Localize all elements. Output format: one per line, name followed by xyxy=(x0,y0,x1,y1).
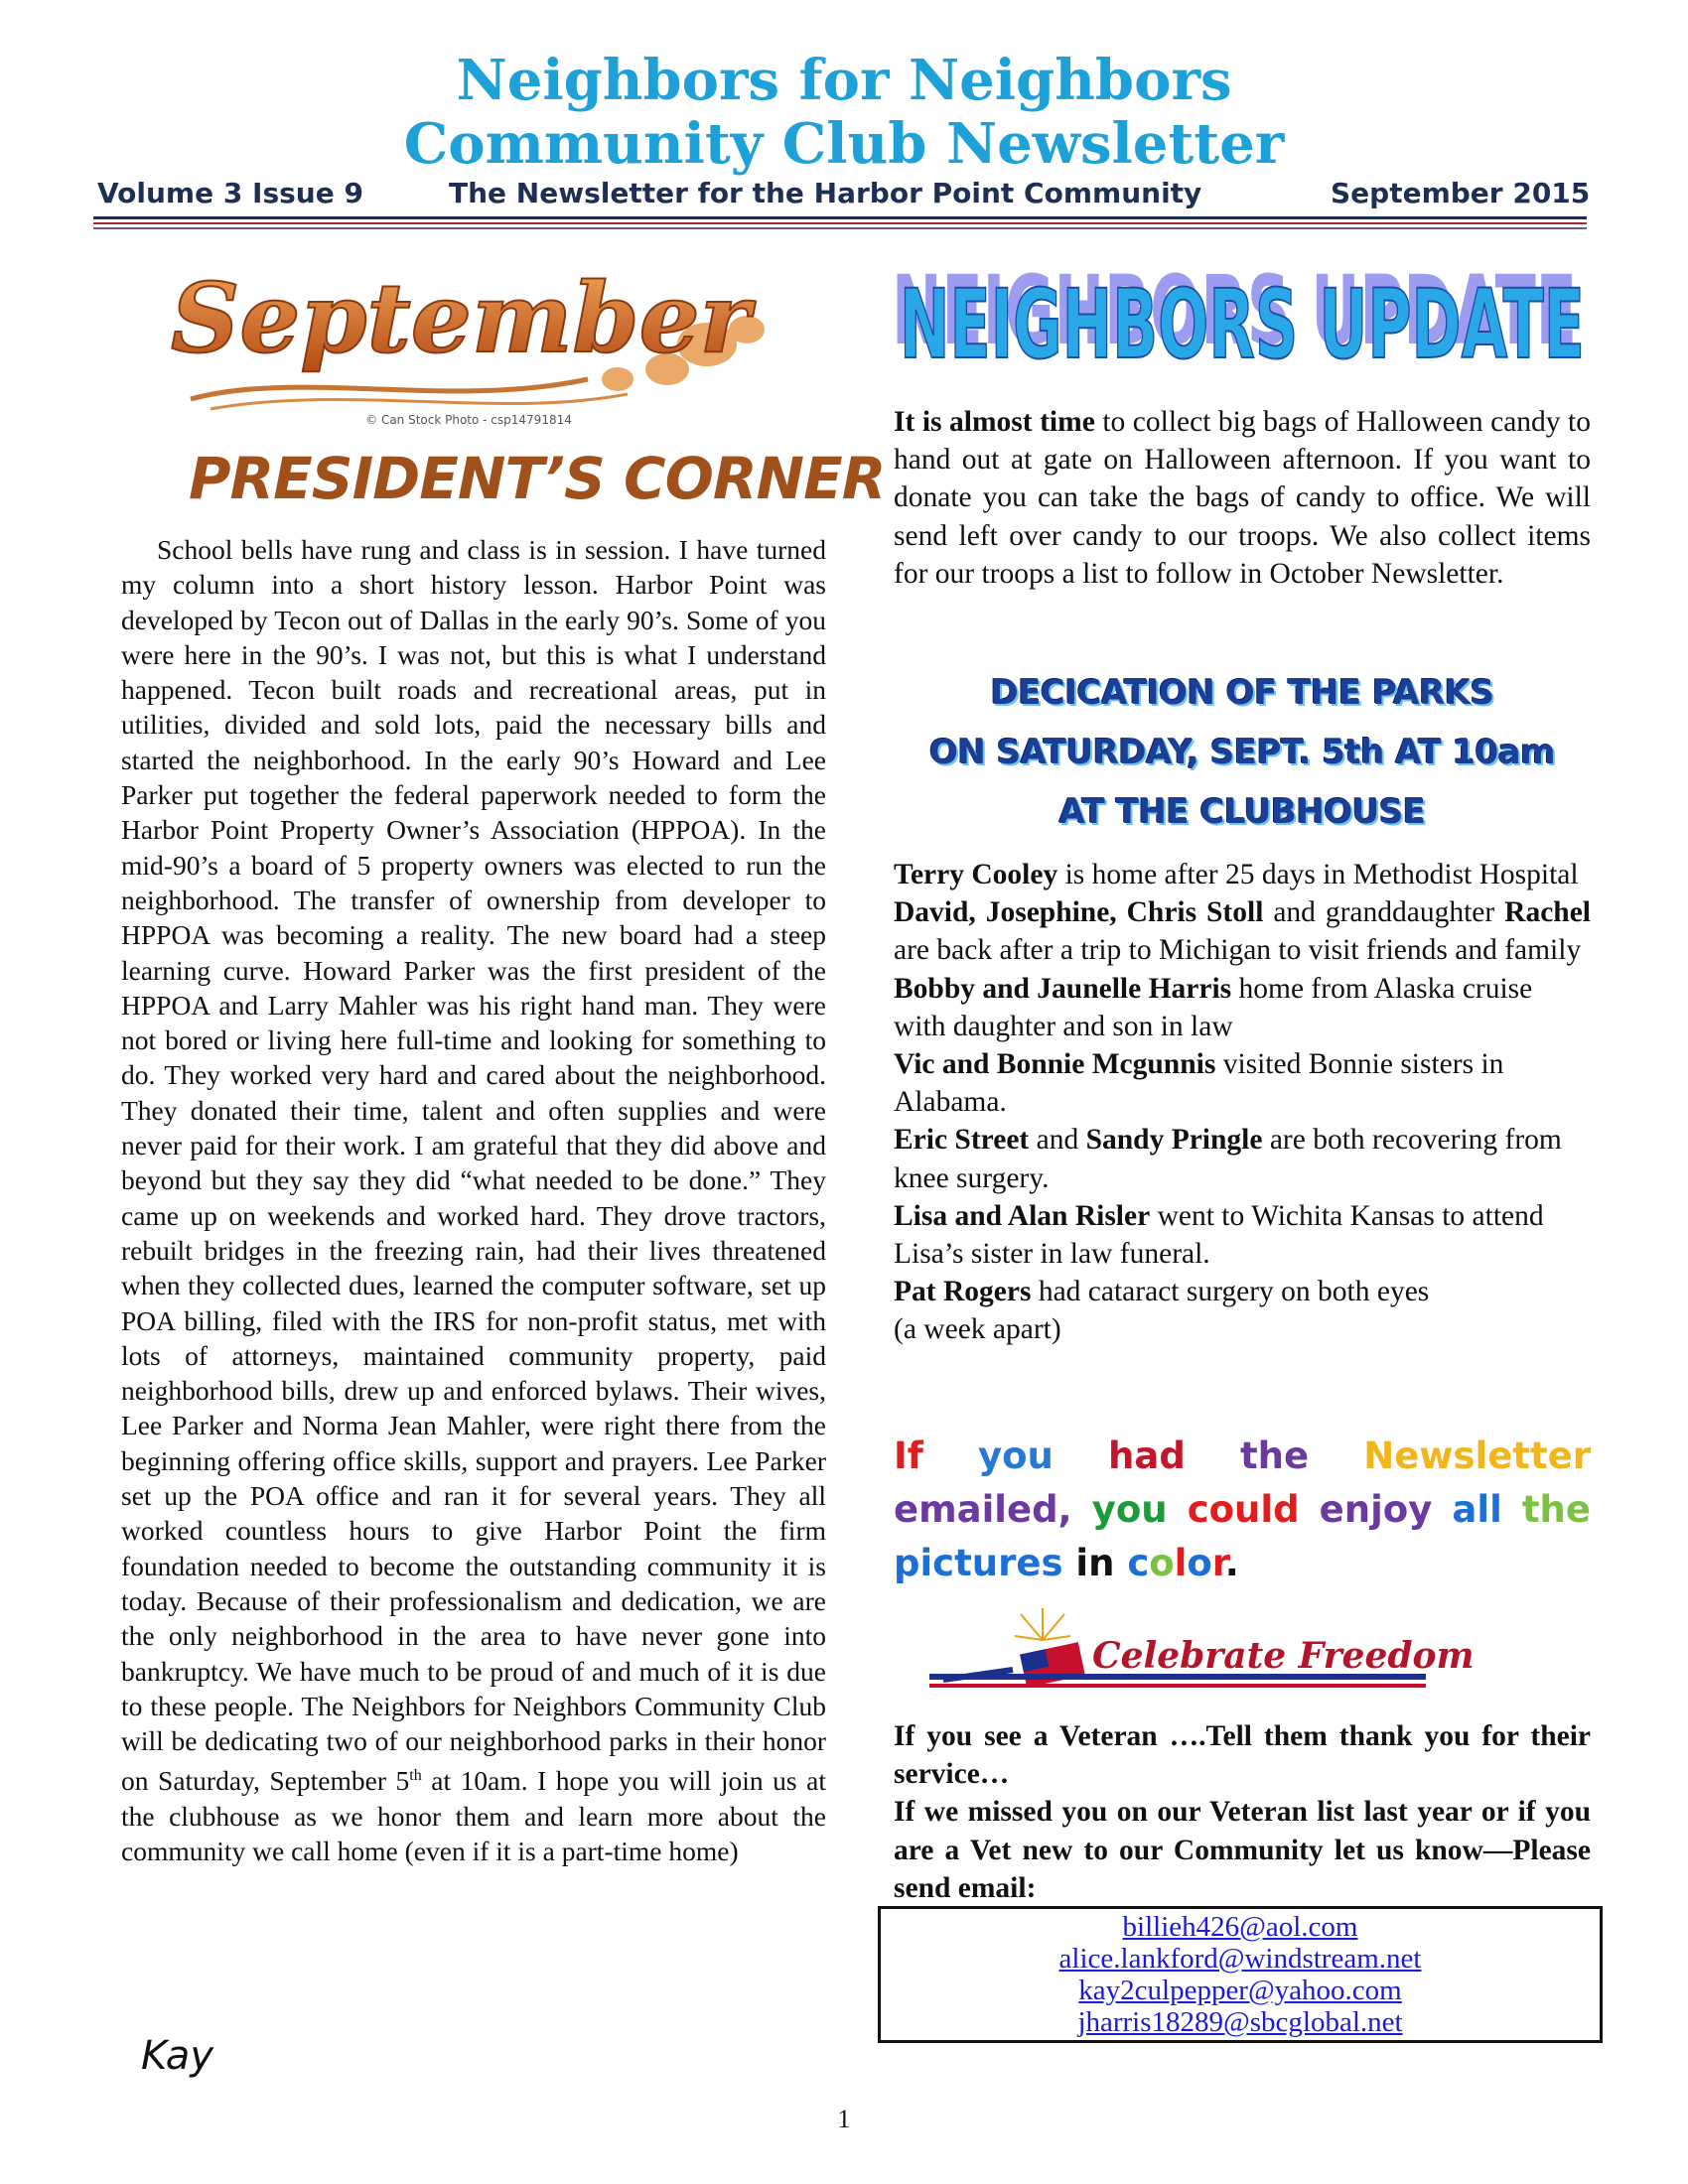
news-text: visited Bonnie sisters in Alabama. xyxy=(894,1048,1504,1119)
news-text: went to Wichita Kansas to attend Lisa’s sister in law funeral. xyxy=(894,1199,1544,1271)
ordinal-suffix: th xyxy=(409,1767,422,1785)
presidents-corner-body xyxy=(121,532,826,1868)
masthead-rule-mid xyxy=(93,222,1587,224)
celebrate-freedom-clipart xyxy=(923,1600,1479,1709)
color-word: had xyxy=(1108,1434,1186,1477)
email-link[interactable]: kay2culpepper@yahoo.com xyxy=(1078,1975,1402,2006)
newsletter-title-line2: Community Club Newsletter xyxy=(403,111,1285,177)
news-name: David, Josephine, Chris Stoll xyxy=(894,896,1264,929)
news-text: (a week apart) xyxy=(894,1313,1061,1346)
news-item xyxy=(894,1121,1591,1196)
neighbors-update-clipart xyxy=(886,238,1601,397)
news-item xyxy=(894,1273,1591,1310)
veteran-notice xyxy=(894,1717,1591,1907)
veteran-thanks: If you see a Veteran ….Tell them thank you for their service… xyxy=(894,1720,1591,1791)
news-name: Sandy Pringle xyxy=(1085,1124,1263,1157)
color-word: in xyxy=(1075,1542,1115,1584)
art-credit: © Can Stock Photo - csp14791814 xyxy=(365,413,572,427)
news-name: Eric Street xyxy=(894,1124,1030,1157)
news-item xyxy=(894,1310,1591,1348)
dedication-line: ON SATURDAY, SEPT. 5th AT 10am xyxy=(928,733,1556,772)
email-contacts-box xyxy=(878,1906,1603,2043)
color-word: you xyxy=(978,1434,1054,1477)
neighbor-news-list xyxy=(894,856,1591,1349)
news-name: Terry Cooley xyxy=(894,859,1058,890)
news-text: and granddaughter xyxy=(1263,896,1505,929)
signature: Kay xyxy=(141,2033,213,2079)
update-art-text: NEIGHBORS UPDATE xyxy=(900,269,1585,380)
color-word: pictures xyxy=(894,1542,1063,1584)
dedication-banner xyxy=(874,663,1611,842)
news-item xyxy=(894,1045,1591,1121)
color-word: the xyxy=(1521,1488,1591,1531)
tagline: The Newsletter for the Harbor Point Community xyxy=(449,177,1202,209)
dedication-line: AT THE CLUBHOUSE xyxy=(1058,792,1426,832)
news-text: is home after 25 days in Methodist Hospital xyxy=(1057,859,1579,890)
update-art-shadow: NEIGHBORS UPDATE xyxy=(892,255,1577,366)
news-item xyxy=(894,970,1591,1045)
news-item xyxy=(894,893,1591,969)
news-text: are back after a trip to Michigan to visit friends and family xyxy=(894,934,1582,967)
color-word: all xyxy=(1452,1488,1502,1531)
color-word: If xyxy=(894,1434,923,1477)
color-word: enjoy xyxy=(1319,1488,1433,1531)
celebrate-freedom-text: Celebrate Freedom xyxy=(1092,1635,1475,1677)
email-link[interactable]: alice.lankford@windstream.net xyxy=(1058,1943,1422,1975)
halloween-notice xyxy=(894,403,1591,593)
issue-date: September 2015 xyxy=(1331,177,1591,209)
news-name: Lisa and Alan Risler xyxy=(894,1199,1151,1232)
color-word: you xyxy=(1091,1488,1168,1531)
halloween-notice-text: to collect big bags of Halloween candy to hand out at gate on Halloween afternoon. If you want to donate you can take the bags of candy to office. We will send left over candy to our troops. We also collect items for our troops a list to follow in October Newsletter. xyxy=(894,406,1591,590)
news-name: Rachel xyxy=(1504,896,1591,929)
news-item xyxy=(894,1197,1591,1273)
news-item xyxy=(894,856,1591,893)
veteran-list-request: If we missed you on our Veteran list last year or if you are a Vet new to our Community let us know—Please send email: xyxy=(894,1796,1591,1904)
masthead-rule-bottom xyxy=(93,227,1587,229)
presidents-corner-text: School bells have rung and class is in session. I have turned my column into a short history lesson. Harbor Point was developed by Tecon out of Dallas in the early 90’s. Some of you were here in the 90’s. I was not, but this is what I understand happened. Tecon built roads and recreational areas, put in utilities, divided and sold lots, paid the necessary bills and started the neighborhood. In the early 90’s Howard and Lee Parker put together the federal paperwork needed to form the Harbor Point Property Owner’s Association (HPPOA). In the mid-90’s a board of 5 property owners was elected to run the neighborhood. The transfer of ownership from developer to HPPOA was becoming a reality. The new board had a steep learning curve. Howard Parker was the first president of the HPPOA and Larry Mahler was his right hand man. They were not bored or living here full-time and looking for something to do. They worked very hard and cared about the neighborhood. They donated their time, talent and often supplies and were never paid for their work. I am grateful that they did above and beyond but they say they did “what needed to be done.” They came up on weekends and worked hard. They drove tractors, rebuilt bridges in the freezing rain, had their lives threatened when they collected dues, learned the computer software, set up POA billing, filed with the IRS for non-profit status, met with lots of attorneys, maintained community property, paid neighborhood bills, drew up and enforced bylaws. Their wives, Lee Parker and Norma Jean Mahler, were right there from the beginning offering office skills, support and prayers. Lee Parker set up the POA office and ran it for several years. They all worked countless hours to give Harbor Point the firm foundation needed to become the outstanding community it is today. Because of their professionalism and dedication, we are the only neighborhood in the area to have never gone into bankruptcy. We have much to be proud of and much of it is due to these people. The Neighbors for Neighbors Community Club will be dedicating two of our neighborhood parks in their honor on Saturday, September 5 xyxy=(121,534,826,1797)
color-newsletter-message xyxy=(894,1430,1591,1590)
email-link[interactable]: billieh426@aol.com xyxy=(1122,1911,1358,1943)
september-art-text: September xyxy=(171,262,751,374)
color-word: the xyxy=(1239,1434,1310,1477)
news-text: are both recovering from knee surgery. xyxy=(894,1124,1562,1194)
september-clipart xyxy=(151,260,786,429)
news-name: Bobby and Jaunelle Harris xyxy=(894,972,1232,1005)
news-text: home from Alaska cruise with daughter and son in law xyxy=(894,972,1533,1042)
newsletter-title-line1: Neighbors for Neighbors xyxy=(456,48,1232,113)
news-text: had cataract surgery on both eyes xyxy=(1031,1276,1430,1308)
color-word: color. xyxy=(1127,1542,1239,1584)
color-word: emailed, xyxy=(894,1488,1072,1531)
halloween-notice-lead: It is almost time xyxy=(894,406,1095,438)
presidents-corner-text-end: at 10am. I hope you will join us at the clubhouse as we honor them and learn more about the community we call home (even if it is a part-time home) xyxy=(121,1765,826,1867)
news-name: Pat Rogers xyxy=(894,1276,1032,1308)
masthead-rule-top xyxy=(93,216,1587,219)
news-name: Vic and Bonnie Mcgunnis xyxy=(894,1048,1216,1081)
page-number: 1 xyxy=(837,2105,851,2133)
volume-issue: Volume 3 Issue 9 xyxy=(97,177,363,209)
dedication-line: DECICATION OF THE PARKS xyxy=(990,673,1494,713)
color-word: Newsletter xyxy=(1363,1434,1592,1477)
presidents-corner-title: PRESIDENT’S CORNER xyxy=(189,445,886,512)
email-link[interactable]: jharris18289@sbcglobal.net xyxy=(1077,2006,1403,2038)
news-text: and xyxy=(1029,1124,1086,1157)
color-word: could xyxy=(1187,1488,1300,1531)
